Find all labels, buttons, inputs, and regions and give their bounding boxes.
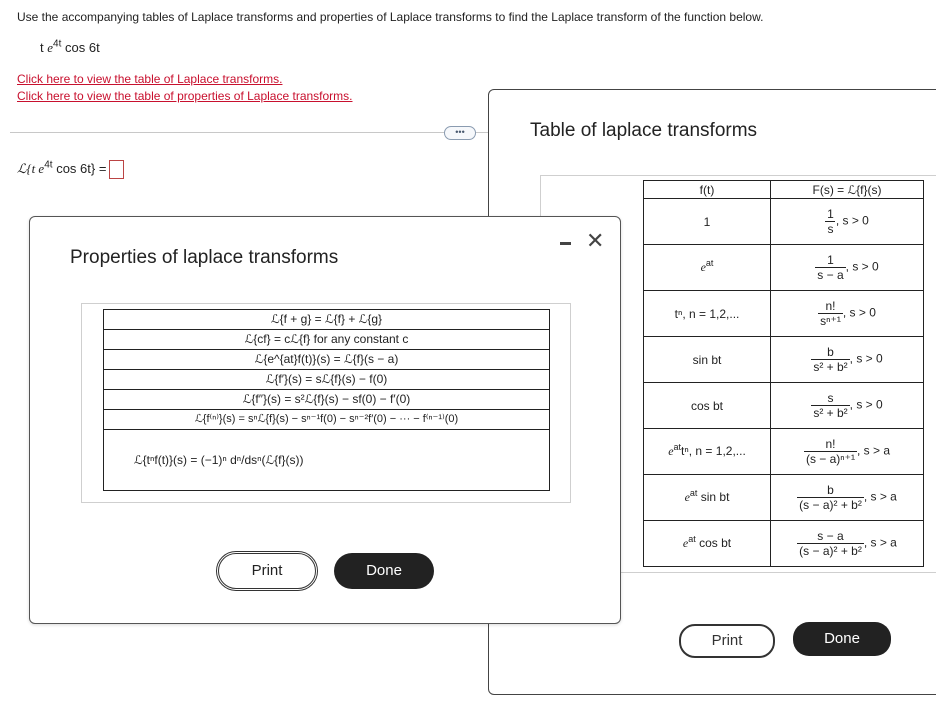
link-laplace-table[interactable]: Click here to view the table of Laplace transforms. [17, 72, 283, 86]
function-cos: cos 6t [65, 40, 100, 55]
frac-num: 1 [827, 253, 834, 267]
expand-more-button[interactable]: ••• [444, 126, 476, 140]
properties-table [103, 309, 550, 491]
close-button[interactable]: ✕ [586, 228, 605, 253]
equation-right: cos 6t} = [56, 160, 107, 176]
cell-F [771, 383, 924, 429]
cell-cond: , s > 0 [835, 213, 869, 228]
cell-f-e: e [682, 536, 689, 550]
header-ft: f(t) [644, 181, 771, 199]
instructions-text: Use the accompanying tables of Laplace transforms and properties of Laplace transforms to find the Laplace transform of the function below. [17, 10, 764, 24]
frac-num: s − a [817, 529, 844, 543]
cell-cond: , s > 0 [845, 259, 879, 274]
function-exponent: 4t [53, 38, 62, 50]
frac-den: (s − a)² + b² [799, 498, 862, 512]
cell-f-e: e [700, 260, 706, 274]
cell-f-exp: at [688, 534, 696, 544]
cell-f: sin bt [644, 337, 771, 383]
cell-f: cos bt [644, 383, 771, 429]
function-t: t [40, 40, 44, 55]
frac-den: s² + b² [813, 406, 848, 420]
cell-F [771, 245, 924, 291]
cell-f: tⁿ, n = 1,2,... [644, 291, 771, 337]
cell-f [644, 521, 771, 567]
frac-num: 1 [827, 207, 834, 221]
laplace-table-title: Table of laplace transforms [530, 120, 758, 141]
cell-f-exp: at [705, 258, 714, 268]
cell-f-exp: at [673, 442, 682, 452]
frac-den: s² + b² [813, 360, 848, 374]
properties-done-button[interactable]: Done [334, 553, 434, 589]
property-row: ℒ{f⁽ⁿ⁾}(s) = sⁿℒ{f}(s) − sⁿ⁻¹f(0) − sⁿ⁻²f′(0) − ··· − f⁽ⁿ⁻¹⁾(0) [104, 410, 549, 430]
equation-exponent: 4t [44, 159, 53, 171]
cell-f-e: e [684, 490, 690, 504]
frac-den: s − a [817, 268, 844, 282]
cell-f-rest: sin bt [697, 490, 730, 504]
cell-f: 1 [644, 199, 771, 245]
laplace-script-icon: ℒ [17, 160, 27, 176]
properties-window [29, 216, 621, 624]
answer-equation [17, 160, 124, 179]
header-Fs: F(s) = ℒ{f}(s) [771, 181, 924, 199]
properties-title: Properties of laplace transforms [70, 247, 339, 268]
cell-cond: , s > 0 [849, 351, 883, 366]
cell-cond: , s > 0 [849, 397, 883, 412]
equation-left: {t e [26, 160, 45, 176]
cell-f-exp: at [689, 488, 698, 498]
property-row: ℒ{cf} = cℒ{f} for any constant c [104, 330, 549, 350]
frac-num: n! [825, 437, 836, 451]
frac-den: s [827, 222, 834, 236]
table-row [644, 475, 924, 521]
cell-F [771, 429, 924, 475]
cell-f-rest: tⁿ, n = 1,2,... [681, 444, 746, 458]
divider [10, 132, 488, 133]
cell-f-e: e [668, 444, 674, 458]
cell-cond: , s > a [863, 489, 897, 504]
cell-f [644, 429, 771, 475]
property-row: ℒ{f + g} = ℒ{f} + ℒ{g} [104, 310, 549, 330]
properties-print-button[interactable]: Print [216, 551, 318, 591]
cell-cond: , s > a [863, 535, 897, 550]
cell-F [771, 521, 924, 567]
table-row [644, 383, 924, 429]
frac-den: sⁿ⁺¹ [820, 314, 841, 328]
cell-F [771, 291, 924, 337]
table-row [644, 291, 924, 337]
table-print-button[interactable]: Print [679, 624, 775, 658]
cell-F [771, 337, 924, 383]
frac-den: (s − a)ⁿ⁺¹ [805, 452, 856, 466]
table-row [644, 199, 924, 245]
table-done-button[interactable]: Done [793, 622, 891, 656]
cell-f [644, 245, 771, 291]
link-properties-table[interactable]: Click here to view the table of properties of Laplace transforms. [17, 89, 353, 103]
function-expression [40, 40, 100, 56]
function-e: e [47, 40, 54, 55]
table-row [644, 429, 924, 475]
property-row: ℒ{f″}(s) = s²ℒ{f}(s) − sf(0) − f′(0) [104, 390, 549, 410]
cell-f [644, 475, 771, 521]
minimize-icon [560, 242, 571, 245]
frac-num: s [827, 391, 834, 405]
table-row [644, 245, 924, 291]
properties-panel [81, 303, 571, 503]
cell-F [771, 475, 924, 521]
cell-f-rest: cos bt [695, 536, 732, 550]
property-row: ℒ{f′}(s) = sℒ{f}(s) − f(0) [104, 370, 549, 390]
frac-den: (s − a)² + b² [799, 544, 862, 558]
property-row: ℒ{e^{at}f(t)}(s) = ℒ{f}(s − a) [104, 350, 549, 370]
frac-num: n! [825, 299, 836, 313]
cell-cond: , s > 0 [842, 305, 876, 320]
answer-input[interactable] [109, 160, 124, 179]
property-row: ℒ{tⁿf(t)}(s) = (−1)ⁿ dⁿ/dsⁿ(ℒ{f}(s)) [134, 453, 304, 467]
cell-F [771, 199, 924, 245]
frac-num: b [827, 345, 834, 359]
laplace-table [643, 180, 924, 567]
table-row [644, 337, 924, 383]
minimize-button[interactable] [559, 231, 573, 251]
cell-cond: , s > a [857, 443, 891, 458]
table-row [644, 521, 924, 567]
frac-num: b [827, 483, 834, 497]
